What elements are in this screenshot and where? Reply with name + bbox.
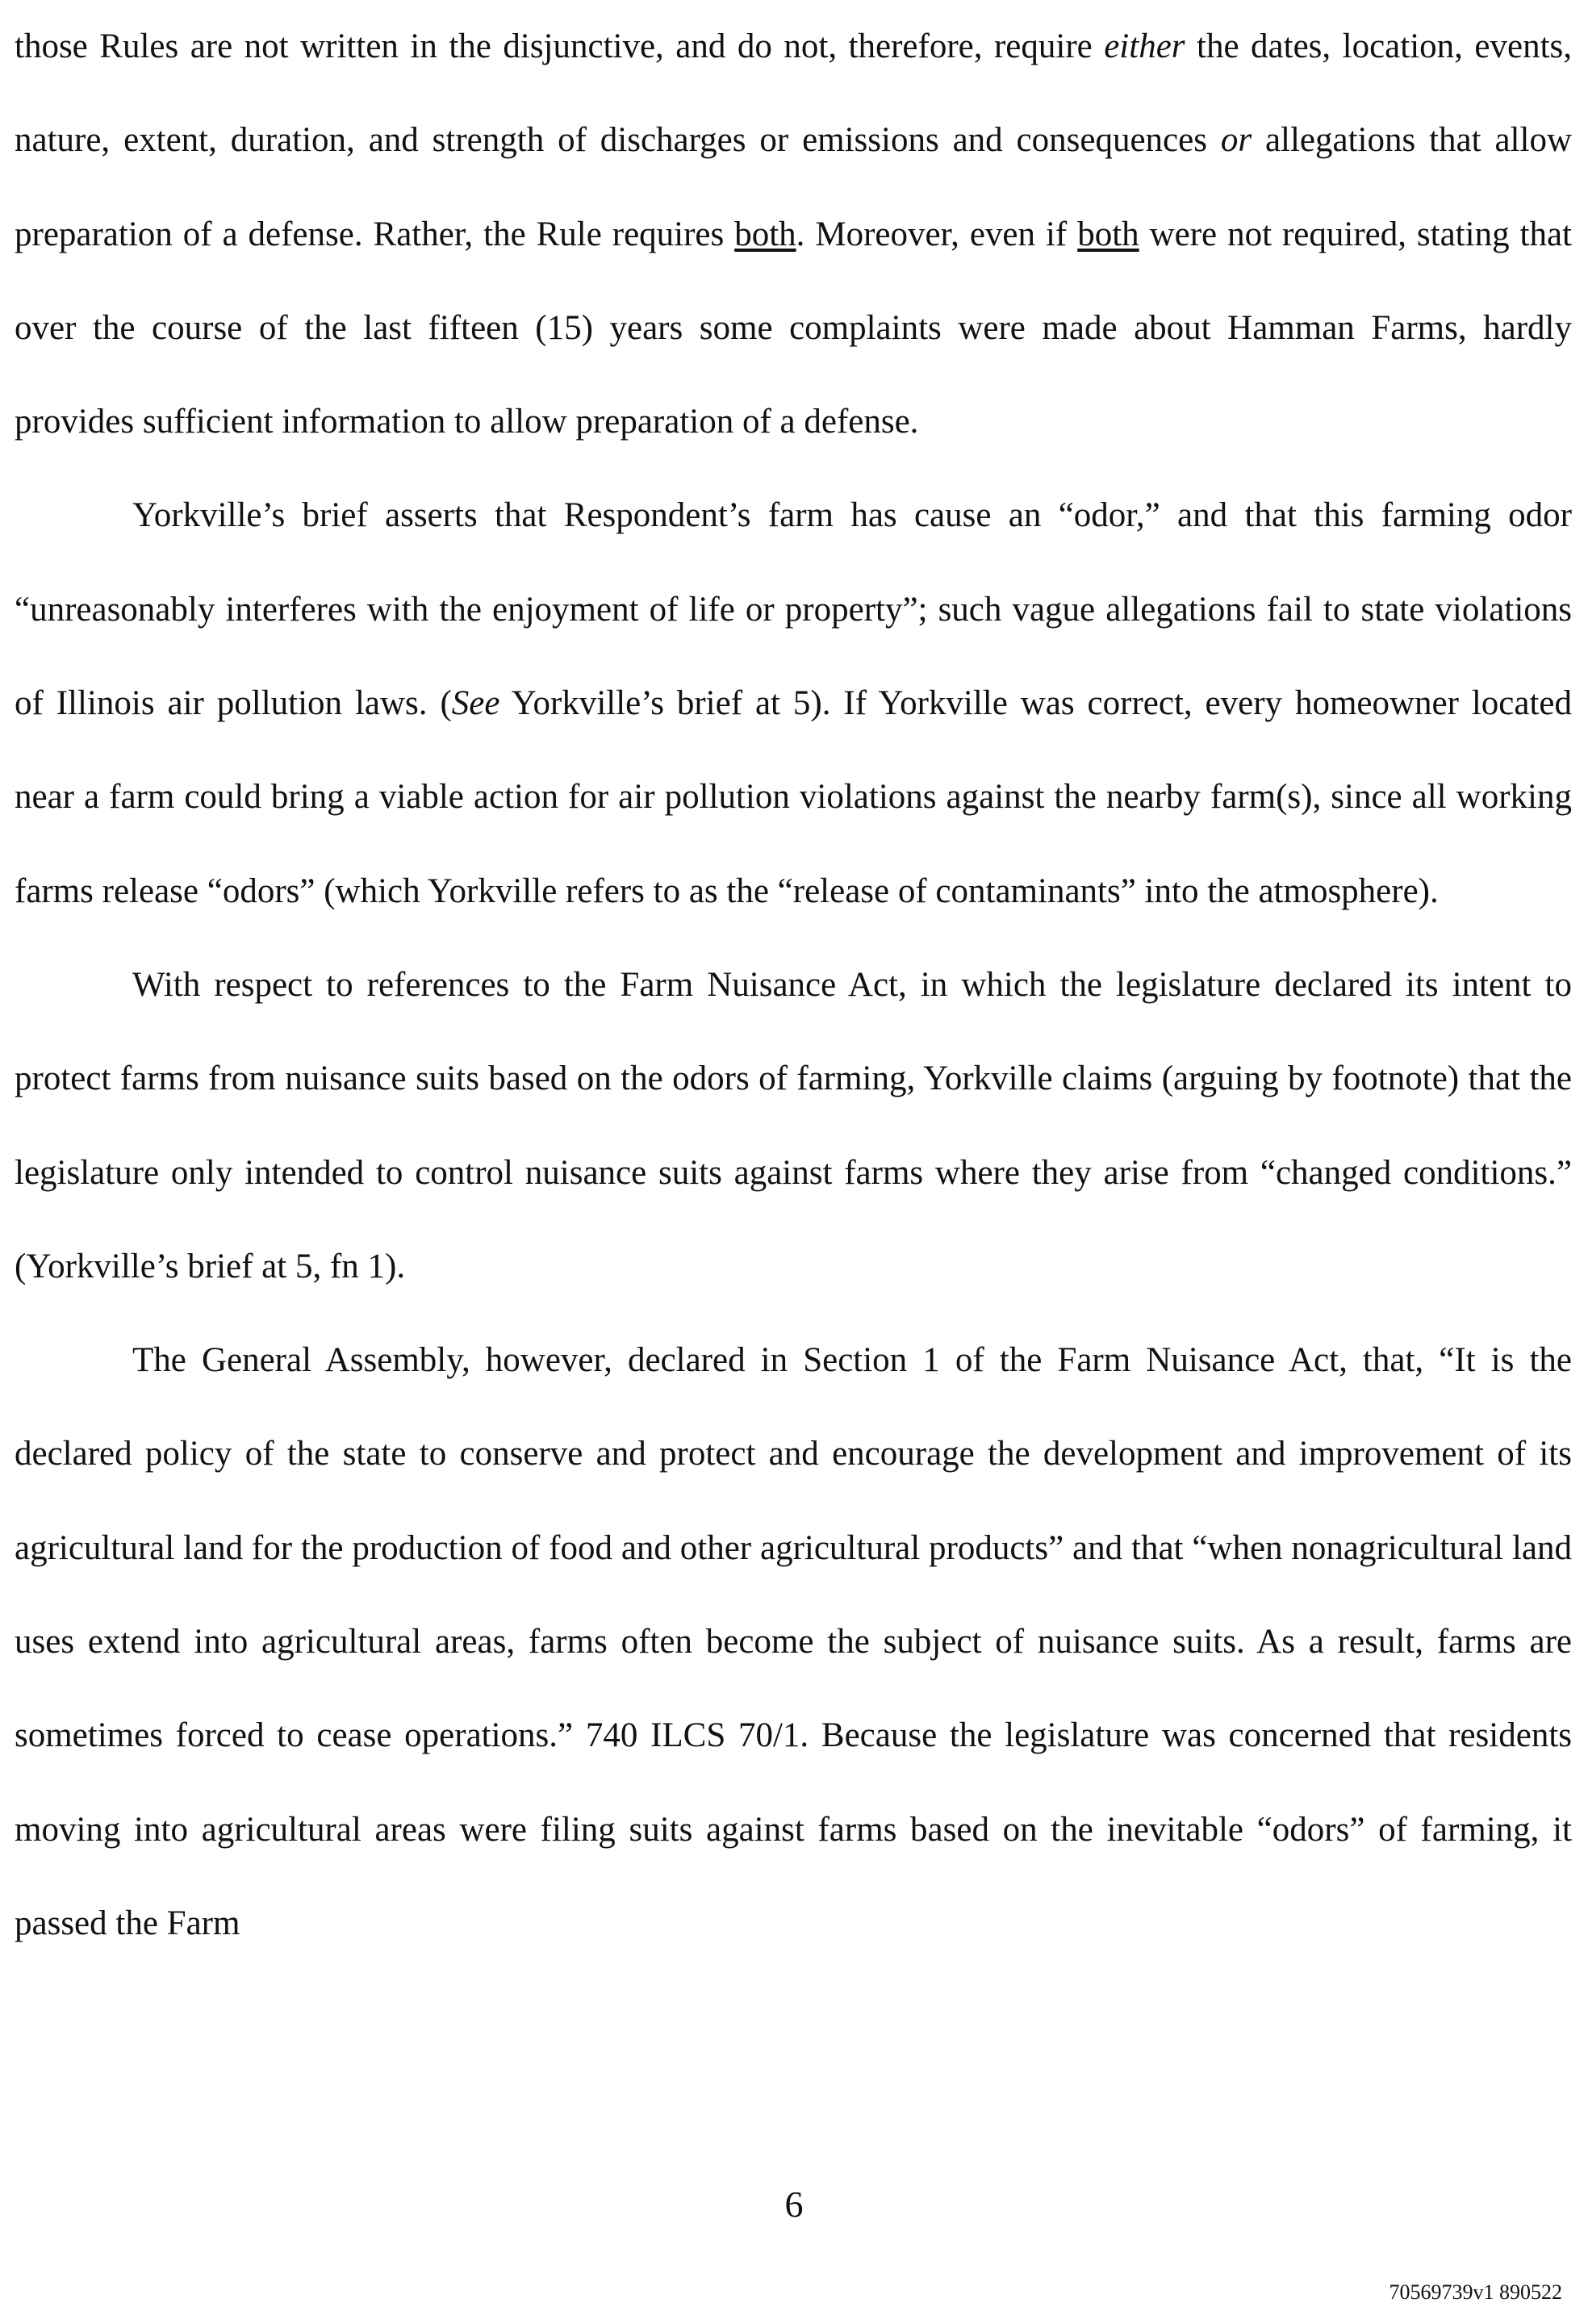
underline-both-2: both <box>1077 215 1139 253</box>
body-text <box>15 0 1572 1971</box>
paragraph-1: those Rules are not written in the disjunctive, and do not, therefore, require either the dates, location, events, nature, extent, duration, and strength of discharges or emissions and consequences or allegations that allow preparation of a defense. Rather, the Rule requires both. Moreover, even if both were not required, stating that over the course of the last fifteen (15) years some complaints were made about Hamman Farms, hardly provides sufficient information to allow preparation of a defense. <box>15 27 1572 441</box>
emphasis-or: or <box>1220 121 1252 160</box>
paragraph-3: With respect to references to the Farm Nuisance Act, in which the legislature declared its intent to protect farms from nuisance suits based on the odors of farming, Yorkville claims (arguing by footnote) that the legislature only intended to control nuisance suits against farms where they arise from “changed conditions.” (Yorkville’s brief at 5, fn 1). <box>15 965 1572 1285</box>
page-number: 6 <box>784 2184 804 2225</box>
emphasis-see: See <box>451 684 500 723</box>
underline-both-1: both <box>734 215 796 253</box>
emphasis-either: either <box>1104 27 1185 65</box>
paragraph-4: The General Assembly, however, declared in Section 1 of the Farm Nuisance Act, that, “It is the declared policy of the state to conserve and protect and encourage the development and improvement of its agricultural land for the production of food and other agricultural products” and that “when nonagricultural land uses extend into agricultural areas, farms often become the subject of nuisance suits. As a result, farms are sometimes forced to cease operations.” 740 ILCS 70/1. Because the legislature was concerned that residents moving into agricultural areas were filing suits against farms based on the inevitable “odors” of farming, it passed the Farm <box>15 1341 1572 1942</box>
paragraph-2: Yorkville’s brief asserts that Respondent’s farm has cause an “odor,” and that this farming odor “unreasonably interferes with the enjoyment of life or property”; such vague allegations fail to state violations of Illinois air pollution laws. (See Yorkville’s brief at 5). If Yorkville was correct, every homeowner located near a farm could bring a viable action for air pollution violations against the nearby farm(s), since all working farms release “odors” (which Yorkville refers to as the “release of contaminants” into the atmosphere). <box>15 496 1573 910</box>
document-id: 70569739v1 890522 <box>1389 2280 1562 2304</box>
